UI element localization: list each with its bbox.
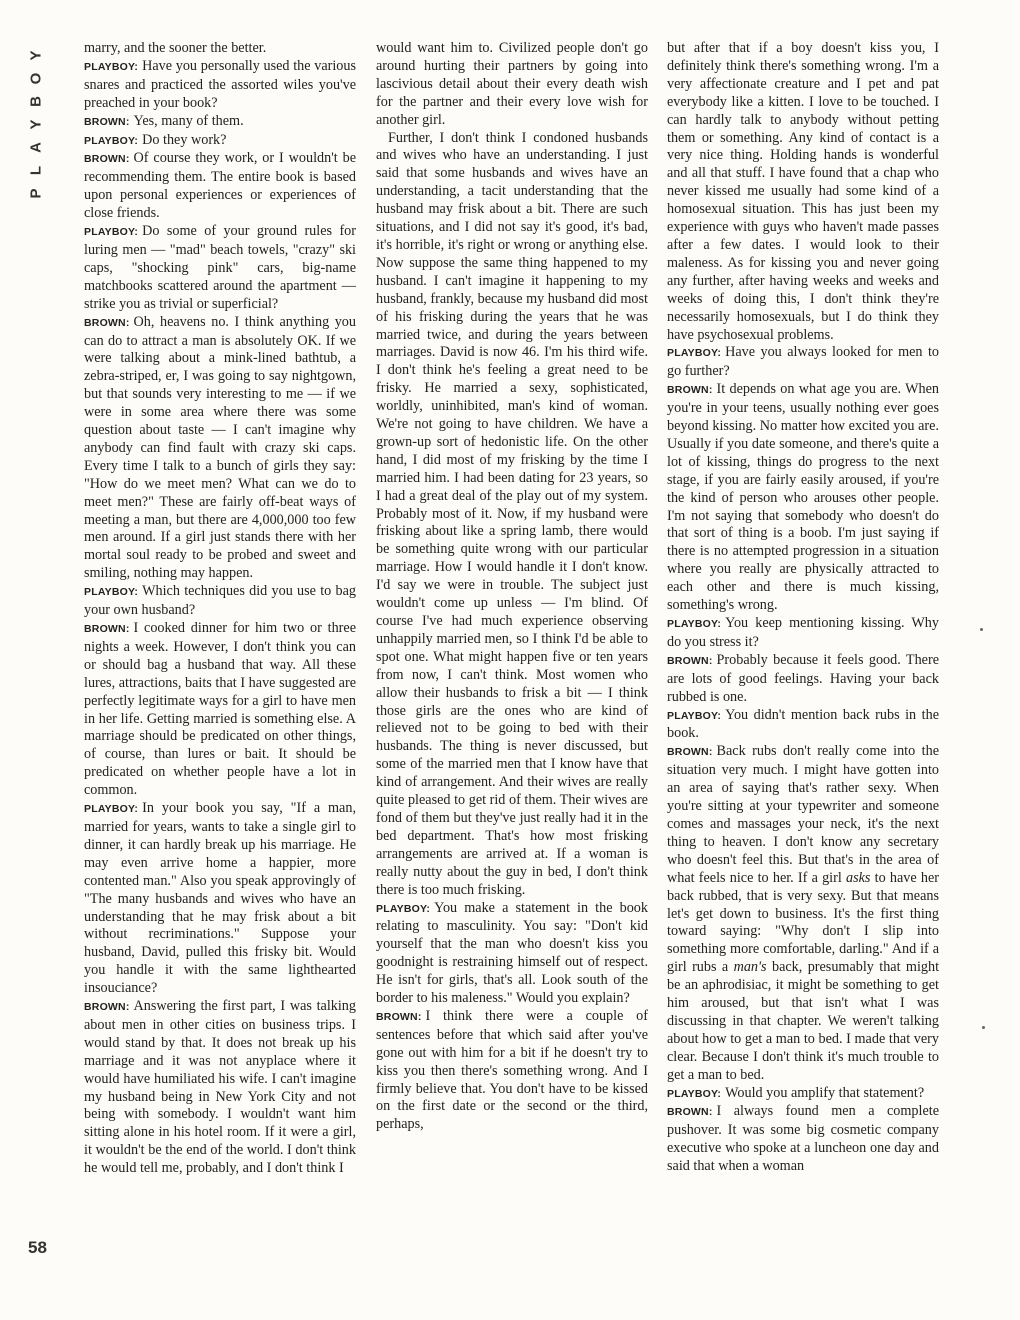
paragraph-text: You keep mentioning kissing. Why do you stress it? [667,615,939,650]
speaker-label: BROWN: [84,316,130,329]
text-column-3 [667,40,939,1268]
speaker-label: BROWN: [667,654,713,667]
paragraph-text: Oh, heavens no. I think anything you can do to attract a man is absolutely OK. If we were talking about a mink-lined bathtub, a zebra-striped, er, I was going to say nightgown, but that sounds very interesting to me — if we were in some area where there was some question about taste — I can't imagine why anybody can find fault with crazy ski caps. Every time I talk to a bunch of girls they say: "How do we meet men? What can we do to meet men?" These are fairly off-beat ways of meeting a man, but there are 4,000,000 too few men around. If a girl just stands there with her mortal soul ready to be probed and sweet and smiling, nothing may happen. [84,313,356,582]
paragraph [667,707,939,744]
speaker-label: PLAYBOY: [667,618,722,630]
speaker-label: PLAYBOY: [667,709,722,722]
spine-letter: B [27,96,45,107]
paragraph [376,130,648,900]
paragraph [84,998,356,1178]
magazine-name-vertical [26,44,46,205]
spine-letter: L [27,165,45,176]
paragraph [84,132,356,151]
speaker-label: PLAYBOY: [84,60,139,73]
text-column-1 [84,40,356,1268]
speaker-label: BROWN: [84,153,130,166]
speaker-label: PLAYBOY: [667,1087,722,1100]
speaker-label: PLAYBOY: [84,586,139,599]
spine-letter: Y [27,119,45,130]
paragraph-text: Do they work? [142,131,227,148]
paragraph [667,40,939,344]
spine-letter: A [27,142,45,153]
paragraph-text: Which techniques did you use to bag your own husband? [84,583,356,619]
speaker-label: BROWN: [667,746,713,759]
paragraph [84,223,356,314]
speaker-label: BROWN: [667,384,713,397]
paragraph-text: Would you amplify that statement? [725,1084,925,1101]
emphasis-text: asks [846,869,871,886]
speaker-label: PLAYBOY: [84,226,139,239]
page-number: 58 [28,1238,47,1257]
speaker-label: PLAYBOY: [376,902,431,915]
paragraph-text: You make a statement in the book relating to masculinity. You say: "Don't kid yourself that the man who doesn't kiss you goodnight is restraining himself out of respect. He isn't for girls, that's all. Look south of the border to his maleness." Would you explain? [376,899,648,1007]
paragraph-text: You didn't mention back rubs in the book. [667,706,939,742]
paragraph [84,800,356,998]
paragraph-text: In your book you say, "If a man, married for years, wants to take a single girl to dinner, it can hardly break up his marriage. He may even arrive home a happier, more contented man." Also you speak approvingly of "The many husbands and wives who have an understanding that he may frisk about a bit without recriminations." Suppose your husband, David, pulled this frisky bit. Would you handle it with the same lighthearted insouciance? [84,800,356,997]
paragraph [84,150,356,223]
paragraph-text: back, presumably that might be an aphrodisiac, it might be something to get him aroused, but that isn't what I was discussing in that chapter. We weren't talking about how to get a man to bed. I made that very clear. Because I don't think it's much trouble to get a man to bed. [667,959,939,1083]
paragraph [84,314,356,584]
speaker-label: PLAYBOY: [84,803,139,816]
paragraph-text: Have you personally used the various snares and practiced the assorted wiles you've preached in your book? [84,57,356,111]
paragraph [667,1085,939,1104]
text-column-2 [376,40,648,1268]
paragraph [667,615,939,652]
speaker-label: BROWN: [376,1010,422,1023]
paragraph-text: but after that if a boy doesn't kiss you, I definitely think there's something wrong. I'm a very affectionate creature and I pet and pat everybody like a kitten. I love to be touched. I can hardly talk to anybody without petting them or something. Any kind of contact is a very nice thing. Holding hands is wonderful and all that stuff. I have found that a chap who never kissed me usually had some kind of a homosexual situation. This has just been my experience with guys who haven't made passes after a few dates. I would look to their maleness. As for kissing you and never going any further, after having weeks and weeks and weeks of doing this, I don't think they're necessarily homosexuals, but I do think they have psychosexual problems. [667,40,939,343]
paragraph-text: I cooked dinner for him two or three nights a week. However, I don't think you can or should bag a husband that way. All these lures, attractions, baits that I have suggested are perfectly legitimate ways for a girl to have men in her life. Getting married is something else. A marriage should be predicated on other things, of course, than lures or bait. It should be predicated on whether people have a lot in common. [84,620,356,799]
spine-letter: O [27,72,45,85]
paragraph-text: Of course they work, or I wouldn't be recommending them. The entire book is based upon personal experiences or experiences of close friends. [84,150,356,222]
paragraph-text: Further, I don't think I condoned husbands and wives who have an understanding. I just said that some husbands and wives have an understanding, a tacit understanding that the husband may frisk about a bit. There are such situations, and I did not say it's good, it's bad, it's horrible, it's right or wrong or anything else. Now suppose the same thing happened to my husband. I can't imagine it happening to my husband, frankly, because my husband did most of his frisking during the years that he was married twice, and during the years between marriages. David is now 46. I'm his third wife. I don't think he's feeling a great need to be frisky. He married a sexy, sophisticated, worldly, uninhibited, man's kind of woman. We're not going to have children. We have a grown-up sort of hedonistic life. On the other hand, I did most of my frisking by the time I married him. I had been dating for 23 years, so I had a great deal of the play out of my system. Probably most of it. Now, if my husband were frisking about like a spring lamb, there would be something quite wrong with our particular marriage. How I would handle it I don't know. I'd say we were in trouble. The subject just wouldn't come up unless — I'm blind. Of course I've had much experience observing unhappily married men, so I think I'd be able to spot one. What might happen five or ten years from now, I can't think. Most women who allow their husbands to frisk a bit — I think those girls are the ones who are kind of relieved not to be going to bed with their husbands. The thing is never discussed, but some of the married men that I know have that kind of arrangement. And their wives are really quite pleased to get rid of them. Their wives are fond of them but they've just really had it in the bed department. That's how most frisking arrangements are arrived at. If a woman is really nutty about the guy in bed, I don't think there is too much frisking. [376,129,648,898]
paragraph-text: Yes, many of them. [133,112,244,129]
paragraph-text: would want him to. Civilized people don't go around hurting their partners by going into lascivious detail about their every death wish for the partner and their every love wish for another girl. [376,40,648,128]
paragraph [84,620,356,800]
speaker-label: BROWN: [667,1106,713,1119]
paragraph [84,113,356,132]
paragraph [376,900,648,1008]
paragraph [667,344,939,381]
paragraph-text: Probably because it feels good. There are lots of good feelings. Having your back rubbed is one. [667,651,939,705]
paragraph [667,381,939,615]
paragraph [84,40,356,58]
speaker-label: PLAYBOY: [667,347,722,360]
paragraph-text: Have you always looked for men to go further? [667,344,939,380]
paragraph-text: Back rubs don't really come into the situation very much. I might have gotten into an area of saying that's rather sexy. When you're sitting at your typewriter and someone comes and massages your neck, it's the next thing to heaven. I don't know any secretary who doesn't feel this. But that's in the area of what feels nice to her. If a girl [667,743,939,886]
paragraph-text: Do some of your ground rules for luring men — "mad" beach towels, "crazy" ski caps, "shocking pink" cars, big-name matchbooks scattered around the apartment — strike you as trivial or superficial? [84,223,356,312]
paragraph [84,58,356,113]
paragraph-text: It depends on what age you are. When you're in your teens, usually nothing ever goes beyond kissing. No matter how excited you are. Usually if you date someone, and there's quite a lot of kissing, things do progress to the next stage, if you are fairly easily aroused, if you're the kind of person who arouses other people. I'm not saying that somebody who doesn't do that sort of thing is a boob. I'm just saying if there is no attempted progression in a situation where you really are physically attracted to each other and there is much kissing, something's wrong. [667,381,939,614]
paragraph-text: I always found men a complete pushover. It was some big cosmetic company executive who spoke at a luncheon one day and said that when a woman [667,1103,939,1175]
paragraph-text: to have her back rubbed, that is very sexy. But that means let's get down to business. It's the first thing toward saying: "Why don't I slip into something more comfortable, darling." And if a girl rubs a [667,869,939,976]
speaker-label: BROWN: [84,115,130,128]
paragraph-text: I think there were a couple of sentences before that which said after you've gone out with him for a bit if he doesn't try to kiss you then there's something wrong. And I firmly believe that. You don't have to be kissed on the first date or the second or the third, perhaps, [376,1007,648,1133]
paragraph [376,1008,648,1134]
paragraph-text: Answering the first part, I was talking about men in other cities on business trips. I would stand by that. It does not break up his marriage and it was not anyplace where it would have humiliated his wife. I can't imagine my husband being in New York City and not being with somebody. I wouldn't want him sitting alone in his hotel room. If it were a girl, it wouldn't be the end of the world. I don't think he would tell me, probably, and I don't think I [84,998,356,1177]
paragraph-text: marry, and the sooner the better. [84,40,267,56]
scan-specks [978,0,1018,1320]
paragraph [667,743,939,1084]
paragraph [376,40,648,130]
paragraph [84,583,356,620]
spine-letter: P [27,188,45,199]
speaker-label: PLAYBOY: [84,134,139,147]
paragraph [667,1103,939,1176]
speaker-label: BROWN: [84,1001,130,1014]
speaker-label: BROWN: [84,623,130,635]
paragraph [667,652,939,707]
spine-letter: Y [27,50,45,61]
emphasis-text: man's [733,959,767,976]
